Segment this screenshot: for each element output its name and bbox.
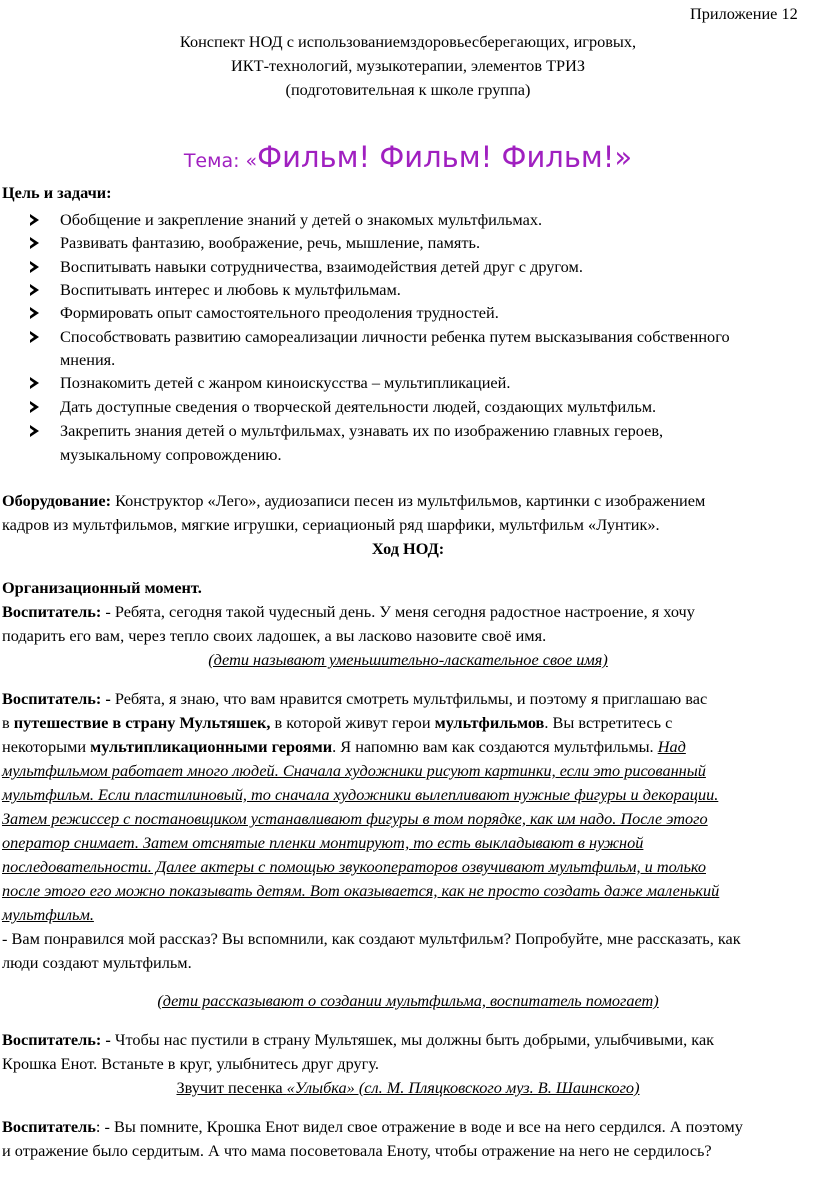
list-item: Формировать опыт самостоятельного преодоления трудностей.: [30, 303, 39, 323]
teacher-label: Воспитатель:: [2, 602, 102, 621]
p3-line-2: Крошка Енот. Встаньте в круг, улыбнитесь друг другу.: [2, 1054, 379, 1073]
arrow-bullet-icon: [30, 284, 39, 296]
p2-line-1: Воспитатель: - Ребята, я знаю, что вам нравится смотреть мультфильмы, и поэтому я приглашаю вас: [2, 689, 708, 708]
p2-line-5: мультфильм. Если пластилиновый, то сначала художники вылепливают нужные фигуры и декорации.: [2, 785, 719, 804]
p2-line-9: после этого его можно показывать детям. Вот оказывается, как не просто создать даже маленький: [2, 881, 720, 900]
list-item: Познакомить детей с жанром киноискусства – мультипликацией.: [30, 373, 39, 393]
arrow-bullet-icon: [30, 214, 39, 226]
p2-line-10: мультфильм.: [2, 905, 94, 924]
list-item: Развивать фантазию, воображение, речь, мышление, память.: [30, 233, 39, 253]
arrow-bullet-icon: [30, 307, 39, 319]
topic-title: [0, 138, 816, 181]
org-line-2: подарить его вам, через тепло своих ладошек, а вы ласково назовите своё имя.: [2, 626, 547, 645]
list-item: Воспитывать интерес и любовь к мультфильмам.: [30, 280, 39, 300]
org-remark: (дети называют уменьшительно-ласкательное свое имя): [208, 650, 608, 669]
list-item: Способствовать развитию самореализации личности ребенка путем высказывания собственного: [30, 327, 39, 347]
p2-line-4: мультфильмом работает много людей. Сначала художники рисуют картинки, если это рисованный: [2, 761, 706, 780]
org-line-1: Воспитатель: - Ребята, сегодня такой чудесный день. У меня сегодня радостное настроение, я хочу: [2, 602, 695, 621]
p4-line-1: Воспитатель: - Вы помните, Крошка Енот видел свое отражение в воде и все на него сердился. А поэтому: [2, 1117, 743, 1136]
song-line: Звучит песенка «Улыбка» (сл. М. Пляцковского муз. В. Шаинского): [176, 1078, 640, 1097]
teacher-label: Воспитатель: -: [2, 1030, 111, 1049]
arrow-bullet-icon: [30, 261, 39, 273]
teacher-label: Воспитатель: -: [2, 689, 111, 708]
equipment-line-2: кадров из мультфильмов, мягкие игрушки, сериационый ряд шарфики, мультфильм «Лунтик».: [2, 515, 660, 534]
topic-prefix: Тема: «: [183, 150, 258, 172]
topic-name: Фильм! Фильм! Фильм!»: [257, 140, 633, 174]
equipment-line-1: Оборудование: Конструктор «Лего», аудиозаписи песен из мультфильмов, картинки с изображением: [2, 491, 706, 510]
list-item: Воспитывать навыки сотрудничества, взаимодействия детей друг с другом.: [30, 257, 39, 277]
p2-line-7: оператор снимает. Затем отснятые пленки монтируют, то есть выкладывают в нужной: [2, 833, 644, 852]
org-heading: Организационный момент.: [2, 578, 202, 597]
teacher-label: Воспитатель: [2, 1117, 96, 1136]
arrow-bullet-icon: [30, 425, 39, 437]
p2-line-11: - Вам понравился мой рассказ? Вы вспомнили, как создают мультфильм? Попробуйте, мне рассказать, как: [2, 929, 741, 948]
arrow-bullet-icon: [30, 237, 39, 249]
p2-remark: (дети рассказывают о создании мультфильма, воспитатель помогает): [157, 991, 659, 1010]
equipment-label: Оборудование:: [2, 491, 111, 510]
arrow-bullet-icon: [30, 331, 39, 343]
arrow-bullet-icon: [30, 377, 39, 389]
list-item: Обобщение и закрепление знаний у детей о знакомых мультфильмах.: [30, 210, 39, 230]
goals-heading: Цель и задачи:: [2, 183, 112, 202]
header-line-3: (подготовительная к школе группа): [285, 80, 531, 99]
header-line-2: ИКТ-технологий, музыкотерапии, элементов ТРИЗ: [231, 56, 585, 75]
p3-line-1: Воспитатель: - Чтобы нас пустили в страну Мультяшек, мы должны быть добрыми, улыбчивыми, как: [2, 1030, 715, 1049]
p2-line-3: некоторыми мультипликационными героями. Я напомню вам как создаются мультфильмы. Над: [2, 737, 686, 756]
p2-line-6: Затем режиссер с постановщиком устанавливают фигуры в том порядке, как им надо. После этого: [2, 809, 708, 828]
course-heading: Ход НОД:: [371, 539, 445, 558]
list-item: Закрепить знания детей о мультфильмах, узнавать их по изображению главных героев,: [30, 421, 39, 441]
p2-line-12: люди создают мультфильм.: [2, 953, 192, 972]
arrow-bullet-icon: [30, 401, 39, 413]
p2-line-8: последовательности. Далее актеры с помощью звукооператоров озвучивают мультфильм, и только: [2, 857, 706, 876]
list-item-continuation: музыкальному сопровождению.: [60, 445, 282, 464]
header-line-1: Конспект НОД с использованиемздоровьесберегающих, игровых,: [179, 32, 637, 51]
list-item-continuation: мнения.: [60, 350, 116, 369]
p4-line-2: и отражение было сердитым. А что мама посоветовала Еноту, чтобы отражение на него не сердилось?: [2, 1141, 712, 1160]
p2-line-2: в путешествие в страну Мультяшек, в которой живут герои мультфильмов. Вы встретитесь с: [2, 713, 673, 732]
list-item: Дать доступные сведения о творческой деятельности людей, создающих мультфильм.: [30, 397, 39, 417]
appendix-label: Приложение 12: [690, 4, 798, 23]
